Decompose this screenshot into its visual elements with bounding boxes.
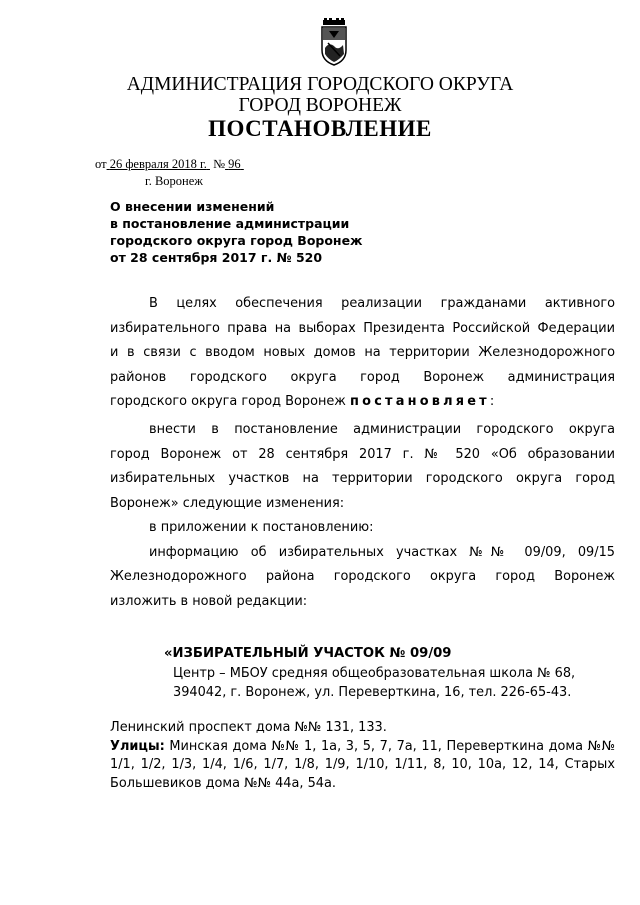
coat-of-arms-icon (317, 18, 351, 66)
document-number: 96 (228, 157, 241, 171)
document-date: 26 февраля 2018 г. (109, 157, 207, 171)
streets-list (110, 719, 615, 793)
paragraph-preamble (110, 292, 615, 415)
text-line: городского округа город Воронеж постановляет: (110, 394, 495, 409)
polling-station-title: «ИЗБИРАТЕЛЬНЫЙ УЧАСТОК № 09/09 (164, 646, 452, 661)
text-line: избирательного права на выборах Президента Российской Федерации (110, 320, 615, 336)
avenue-line: Ленинский проспект дома №№ 131, 133. (110, 720, 387, 735)
text-line: районов городского округа город Воронеж администрация (110, 369, 615, 385)
polling-station-address (173, 664, 603, 702)
document-type-title: ПОСТАНОВЛЕНИЕ (208, 116, 432, 141)
date-prefix: от (95, 157, 107, 171)
text-line: В целях обеспечения реализации гражданами активного (149, 296, 615, 311)
paragraph-amendment (110, 418, 615, 614)
text-line: Железнодорожного района городского округа город Воронеж (110, 569, 615, 584)
streets-text: Минская дома №№ 1, 1а, 3, 5, 7, 7а, 11, Переверткина дома №№ 1/1, 1/2, 1/3, 1/4, 1/6, 1/7, 1/8, 1/9, 1/10, 1/11, 8, 10, 10а, 12, 14, Старых Большевиков дома №№ 44а, 54а. (110, 738, 615, 791)
subject-line: от 28 сентября 2017 г. № 520 (110, 250, 323, 265)
number-sign: № (213, 157, 226, 171)
subject-line: О внесении изменений (110, 199, 275, 214)
text-line: город Воронеж от 28 сентября 2017 г. № 520 «Об образовании (110, 446, 615, 462)
address-line: Центр – МБОУ средняя общеобразовательная школа № 68, (173, 666, 576, 681)
document-date-number (95, 157, 244, 172)
org-name-line1: АДМИНИСТРАЦИЯ ГОРОДСКОГО ОКРУГА (126, 74, 514, 95)
text-line: избирательных участков на территории городского округа город (110, 471, 615, 486)
address-line: 394042, г. Воронеж, ул. Переверткина, 16, тел. 226-65-43. (173, 685, 572, 700)
document-subject (110, 198, 430, 266)
document-city: г. Воронеж (145, 174, 203, 188)
text-line: в приложении к постановлению: (149, 520, 374, 535)
text-line: Воронеж» следующие изменения: (110, 495, 345, 511)
decree-word: постановляет (350, 394, 490, 409)
text-line: и в связи с вводом новых домов на территории Железнодорожного (110, 345, 615, 360)
text-line: внести в постановление администрации городского округа (149, 422, 615, 437)
subject-line: в постановление администрации (110, 216, 350, 231)
streets-paragraph (110, 738, 615, 794)
subject-line: городского округа город Воронеж (110, 233, 363, 248)
text-line: информацию об избирательных участках №№ 09/09, 09/15 (149, 544, 615, 560)
org-name-line2: ГОРОД ВОРОНЕЖ (238, 95, 402, 116)
streets-label: Улицы: (110, 738, 165, 754)
text-line: изложить в новой редакции: (110, 593, 308, 609)
